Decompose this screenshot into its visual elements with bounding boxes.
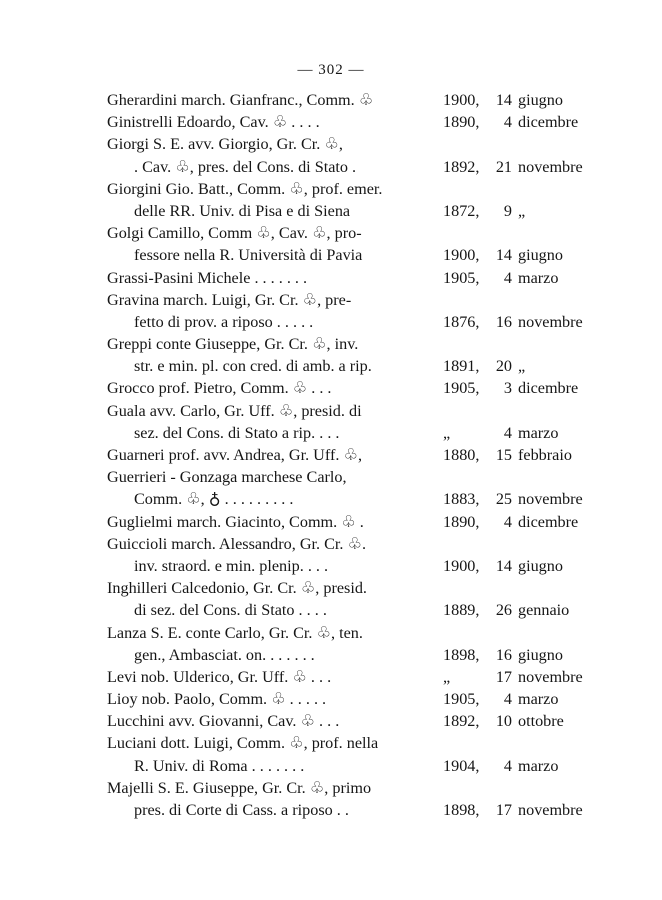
entry-text: pres. di Corte di Cass. a riposo . . [134,801,349,819]
entry-day: 4 [503,423,512,442]
entry-year: 1890, [443,113,480,132]
entry-day: 17 [495,801,512,819]
register-entries [0,89,662,821]
entry-year: 1900, [443,556,480,575]
page-number-header: — 302 — [297,62,365,78]
entry-text: Guiccioli march. Alessandro, Gr. Cr. ♧. [107,534,367,553]
entry-text: inv. straord. e min. plenip. . . . [134,556,329,575]
entry-text: Lanza S. E. conte Carlo, Gr. Cr. ♧, ten. [107,623,363,642]
entry-line [0,710,662,732]
entry-month: dicembre [518,379,579,398]
entry-text: Ginistrelli Edoardo, Cav. ♧ . . . . [107,113,320,132]
entry-day: 9 [503,201,512,220]
entry-line [0,289,662,311]
entry-month: dicembre [518,512,579,531]
entry-year: 1892, [443,157,480,176]
entry-year: 1876, [443,312,480,331]
entry-line [0,377,662,399]
entry-continuation-line [0,644,662,666]
entry-month: „ [518,201,526,220]
entry-text: Comm. ♧, ♁ . . . . . . . . . [134,490,294,509]
entry-year: 1900, [443,246,480,265]
entry-text: Guala avv. Carlo, Gr. Uff. ♧, presid. di [107,401,362,420]
entry-text: Golgi Camillo, Comm ♧, Cav. ♧, pro- [107,224,362,243]
entry-text: fessore nella R. Università di Pavia [134,246,363,265]
entry-day: 4 [503,756,512,775]
entry-day: 25 [495,490,512,509]
entry-month: marzo [518,690,559,709]
entry-continuation-line [0,200,662,222]
entry-line [0,666,662,688]
entry-continuation-line [0,755,662,777]
entry-year: 1880, [443,446,480,464]
entry-month: gennaio [518,601,570,620]
entry-text: Giorgini Gio. Batt., Comm. ♧, prof. emer. [107,179,383,198]
entry-day: 3 [503,379,512,398]
entry-continuation-line [0,311,662,333]
entry-text: delle RR. Univ. di Pisa e di Siena [134,201,351,220]
entry-day: 14 [495,91,512,109]
entry-line [0,732,662,754]
entry-text: sez. del Cons. di Stato a rip. . . . [134,423,340,442]
entry-line [0,333,662,355]
entry-month: novembre [518,667,583,686]
entry-continuation-line [0,799,662,821]
entry-day: 4 [503,113,512,132]
entry-text: Luciani dott. Luigi, Comm. ♧, prof. nella [107,734,379,753]
entry-text: Greppi conte Giuseppe, Gr. Cr. ♧, inv. [107,335,359,354]
entry-text: Grocco prof. Pietro, Comm. ♧ . . . [107,379,332,398]
entry-year: 1890, [443,512,480,531]
entry-text: Gherardini march. Gianfranc., Comm. ♧ [107,91,374,109]
entry-month: giugno [518,556,563,575]
entry-year: 1905, [443,379,480,398]
entry-month: novembre [518,490,583,509]
entry-year: „ [443,667,451,686]
entry-line [0,688,662,710]
entry-text: Grassi-Pasini Michele . . . . . . . [107,268,308,287]
entry-day: 14 [495,246,512,265]
entry-continuation-line [0,156,662,178]
entry-day: 10 [495,712,512,731]
entry-month: „ [518,357,526,376]
entry-day: 20 [495,357,512,376]
entry-text: Guglielmi march. Giacinto, Comm. ♧ . [107,512,364,531]
entry-line [0,178,662,200]
entry-month: marzo [518,423,559,442]
entry-text: Gravina march. Luigi, Gr. Cr. ♧, pre- [107,290,352,309]
entry-day: 21 [495,157,512,176]
entry-day: 4 [503,268,512,287]
entry-day: 17 [495,667,512,686]
entry-line [0,111,662,133]
entry-text: Lioy nob. Paolo, Comm. ♧ . . . . . [107,690,327,709]
entry-day: 4 [503,512,512,531]
entry-line [0,133,662,155]
entry-text: Majelli S. E. Giuseppe, Gr. Cr. ♧, primo [107,778,372,797]
entry-day: 26 [495,601,512,620]
entry-year: 1904, [443,756,480,775]
entry-line [0,533,662,555]
entry-continuation-line [0,555,662,577]
entry-text: Guarneri prof. avv. Andrea, Gr. Uff. ♧, [107,446,362,464]
entry-year: 1898, [443,645,480,664]
entry-line [0,511,662,533]
entry-line [0,222,662,244]
entry-month: giugno [518,246,563,265]
entry-continuation-line [0,488,662,510]
entry-line [0,400,662,422]
entry-day: 4 [503,690,512,709]
entry-line [0,777,662,799]
entry-year: 1905, [443,268,480,287]
entry-text: str. e min. pl. con cred. di amb. a rip. [134,357,372,376]
entry-month: marzo [518,268,559,287]
entry-year: „ [443,423,451,442]
entry-line [0,444,662,466]
entry-day: 14 [495,556,512,575]
entry-day: 16 [495,645,512,664]
entry-year: 1889, [443,601,480,620]
entry-text: Guerrieri - Gonzaga marchese Carlo, [107,468,347,487]
entry-year: 1892, [443,712,480,731]
entry-text: . Cav. ♧, pres. del Cons. di Stato . [134,157,357,176]
entry-year: 1883, [443,490,480,509]
entry-line [0,267,662,289]
entry-month: novembre [518,801,583,819]
entry-month: marzo [518,756,559,775]
entry-continuation-line [0,244,662,266]
entry-month: giugno [518,91,563,109]
entry-text: Inghilleri Calcedonio, Gr. Cr. ♧, presid. [107,579,367,598]
entry-year: 1898, [443,801,480,819]
entry-text: R. Univ. di Roma . . . . . . . [134,756,305,775]
entry-continuation-line [0,599,662,621]
entry-line [0,577,662,599]
entry-month: novembre [518,157,583,176]
entry-line [0,622,662,644]
entry-text: fetto di prov. a riposo . . . . . [134,312,314,331]
entry-text: Levi nob. Ulderico, Gr. Uff. ♧ . . . [107,667,332,686]
entry-year: 1900, [443,91,480,109]
entry-continuation-line [0,422,662,444]
entry-line [0,89,662,111]
entry-text: Giorgi S. E. avv. Giorgio, Gr. Cr. ♧, [107,135,343,154]
entry-year: 1891, [443,357,480,376]
entry-text: Lucchini avv. Giovanni, Cav. ♧ . . . [107,712,340,731]
entry-month: dicembre [518,113,579,132]
entry-month: febbraio [518,446,572,464]
entry-text: di sez. del Cons. di Stato . . . . [134,601,327,620]
entry-line [0,466,662,488]
entry-day: 16 [495,312,512,331]
entry-month: ottobre [518,712,564,731]
entry-text: gen., Ambasciat. on. . . . . . . [134,645,315,664]
entry-year: 1872, [443,201,480,220]
entry-day: 15 [495,446,512,464]
entry-month: novembre [518,312,583,331]
entry-month: giugno [518,645,563,664]
entry-year: 1905, [443,690,480,709]
entry-continuation-line [0,355,662,377]
